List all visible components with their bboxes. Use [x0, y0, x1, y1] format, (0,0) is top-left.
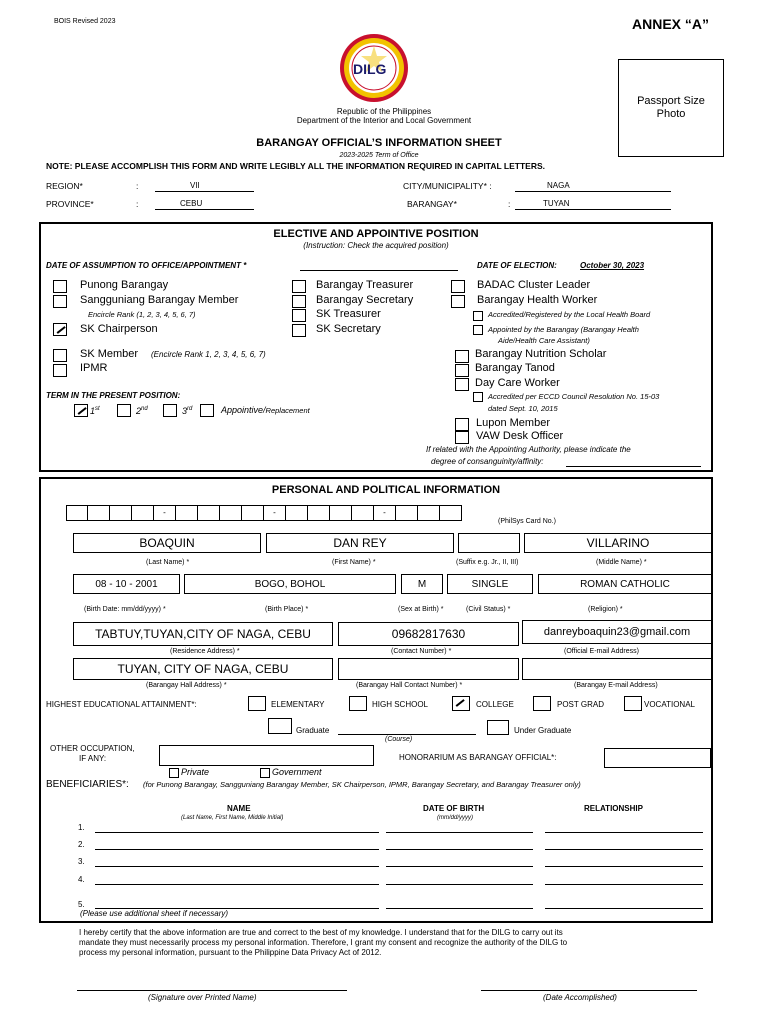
beneficiary-name-field[interactable]	[95, 849, 379, 850]
beneficiary-name-field[interactable]	[95, 866, 379, 867]
region-field[interactable]	[155, 180, 254, 192]
beneficiary-dob-field[interactable]	[386, 832, 533, 833]
accredited-lhb-label: Accredited/Registered by the Local Health Board	[488, 310, 651, 319]
eccd-label-1: Accredited per ECCD Council Resolution No. 15-03	[488, 392, 660, 401]
civil-status-label: (Civil Status) *	[466, 606, 511, 613]
province-label: PROVINCE*	[46, 199, 94, 209]
hall-address-label: (Barangay Hall Address) *	[146, 682, 227, 689]
undergrad-checkbox[interactable]	[487, 720, 509, 735]
form-title: BARANGAY OFFICIAL’S INFORMATION SHEET	[256, 137, 502, 149]
row-number: 2.	[78, 840, 85, 849]
highschool-label: HIGH SCHOOL	[372, 700, 429, 709]
ipmr-label: IPMR	[80, 362, 108, 374]
lupon-label: Lupon Member	[476, 417, 550, 429]
secretary-checkbox[interactable]	[292, 295, 306, 308]
dilg-logo-text: DILG	[353, 61, 387, 77]
government-checkbox[interactable]	[260, 768, 270, 778]
postgrad-label: POST GRAD	[557, 700, 604, 709]
row-number: 5.	[78, 900, 85, 909]
assumption-label: DATE OF ASSUMPTION TO OFFICE/APPOINTMENT *	[46, 261, 247, 270]
term-1st-checkbox[interactable]	[74, 404, 88, 417]
middle-name-label: (Middle Name) *	[596, 559, 647, 566]
colon: :	[508, 199, 511, 209]
province-field[interactable]	[155, 198, 254, 210]
row-number: 4.	[78, 875, 85, 884]
sk-chairperson-checkbox[interactable]	[53, 323, 67, 336]
college-label: COLLEGE	[476, 700, 514, 709]
beneficiary-dob-field[interactable]	[386, 884, 533, 885]
term-3rd-label: 3rd	[182, 406, 193, 416]
civil-status-field[interactable]: SINGLE	[447, 574, 533, 594]
residence-field[interactable]: TABTUY,TUYAN,CITY OF NAGA, CEBU	[73, 622, 333, 646]
punong-barangay-label: Punong Barangay	[80, 279, 169, 291]
vocational-label: VOCATIONAL	[644, 700, 695, 709]
graduate-label: Graduate	[296, 726, 330, 735]
related-label-2: degree of consanguinity/affinity:	[431, 457, 544, 466]
appointive-label: Appointive/Replacement	[221, 405, 310, 415]
row-number: 3.	[78, 857, 85, 866]
graduate-checkbox[interactable]	[268, 718, 292, 734]
treasurer-checkbox[interactable]	[292, 280, 306, 293]
election-value: October 30, 2023	[580, 261, 645, 270]
highschool-checkbox[interactable]	[349, 696, 367, 711]
sk-chairperson-label: SK Chairperson	[80, 323, 158, 335]
city-label: CITY/MUNICIPALITY* :	[403, 181, 492, 191]
term-2nd-checkbox[interactable]	[117, 404, 131, 417]
elementary-checkbox[interactable]	[248, 696, 266, 711]
punong-barangay-checkbox[interactable]	[53, 280, 67, 293]
col-name-header: NAME	[227, 804, 251, 813]
badac-checkbox[interactable]	[451, 280, 465, 293]
last-name-label: (Last Name) *	[146, 559, 190, 566]
date-accomplished-field[interactable]	[481, 990, 697, 991]
treasurer-label: Barangay Treasurer	[316, 279, 414, 291]
sex-label: (Sex at Birth) *	[398, 606, 444, 613]
personal-title: PERSONAL AND POLITICAL INFORMATION	[271, 484, 501, 496]
colon: :	[136, 181, 139, 191]
elective-title: ELECTIVE AND APPOINTIVE POSITION	[273, 228, 479, 240]
col-dob-sub: (mm/dd/yyyy)	[437, 815, 473, 821]
appointed-label-2: Aide/Health Care Assistant)	[498, 336, 590, 345]
signature-label: (Signature over Printed Name)	[148, 993, 257, 1002]
suffix-field[interactable]	[458, 533, 520, 553]
tanod-checkbox[interactable]	[455, 364, 469, 377]
government-label: Government	[272, 767, 322, 777]
barangay-field[interactable]	[515, 198, 671, 210]
email-label: (Official E-mail Address)	[564, 648, 639, 655]
first-name-label: (First Name) *	[332, 559, 376, 566]
colon: :	[136, 199, 139, 209]
sk-member-checkbox[interactable]	[53, 349, 67, 362]
occupation-label-2: IF ANY:	[79, 754, 107, 763]
sex-field[interactable]: M	[401, 574, 443, 594]
birth-date-field[interactable]: 08 - 10 - 2001	[73, 574, 180, 594]
philsys-label: (PhilSys Card No.)	[498, 518, 556, 525]
date-accomplished-label: (Date Accomplished)	[543, 993, 617, 1002]
province-value: CEBU	[180, 199, 203, 208]
residence-label: (Residence Address) *	[170, 648, 240, 655]
daycare-label: Day Care Worker	[475, 377, 560, 389]
honorarium-label: HONORARIUM AS BARANGAY OFFICIAL*:	[399, 753, 557, 762]
occupation-field[interactable]	[159, 745, 374, 766]
email-field[interactable]: danreyboaquin23@gmail.com	[522, 620, 712, 644]
vaw-label: VAW Desk Officer	[476, 430, 564, 442]
beneficiary-relationship-field[interactable]	[545, 884, 703, 885]
ipmr-checkbox[interactable]	[53, 364, 67, 377]
eccd-label-2: dated Sept. 10, 2015	[488, 404, 558, 413]
row-number: 1.	[78, 823, 85, 832]
term-label: TERM IN THE PRESENT POSITION:	[46, 391, 181, 400]
badac-label: BADAC Cluster Leader	[477, 279, 591, 291]
sk-member-label: SK Member	[80, 348, 139, 360]
hall-address-field[interactable]: TUYAN, CITY OF NAGA, CEBU	[73, 658, 333, 680]
contact-number-field[interactable]: 09682817630	[338, 622, 519, 646]
undergrad-label: Under Graduate	[514, 726, 572, 735]
city-field[interactable]	[515, 180, 671, 192]
assumption-field[interactable]	[300, 270, 458, 271]
beneficiary-relationship-field[interactable]	[545, 849, 703, 850]
appointive-checkbox[interactable]	[200, 404, 214, 417]
term-1st-label: 1st	[90, 406, 100, 416]
suffix-label: (Suffix e.g. Jr., II, III)	[456, 559, 519, 566]
private-checkbox[interactable]	[169, 768, 179, 778]
middle-name-field[interactable]: VILLARINO	[524, 533, 712, 553]
certify-line-3: process my personal information, pursuant to the Philippine Data Privacy Act of 2012.	[79, 948, 382, 957]
secretary-label: Barangay Secretary	[316, 294, 414, 306]
religion-field[interactable]: ROMAN CATHOLIC	[538, 574, 712, 594]
beneficiary-dob-field[interactable]	[386, 849, 533, 850]
occupation-label-1: OTHER OCCUPATION,	[50, 744, 135, 753]
additional-sheet-note: (Please use additional sheet if necessary)	[80, 909, 229, 918]
sk-treasurer-checkbox[interactable]	[292, 309, 306, 322]
sk-secretary-label: SK Secretary	[316, 323, 381, 335]
philsys-field[interactable]: - - -	[66, 505, 462, 521]
certify-line-1: I hereby certify that the above information are true and correct to the best of my knowledge. I understand that for the DILG to carry out its	[79, 928, 563, 937]
form-note: NOTE: PLEASE ACCOMPLISH THIS FORM AND WRITE LEGIBLY ALL THE INFORMATION REQUIRED IN CAPITAL LETTERS.	[46, 161, 545, 171]
term-of-office: 2023-2025 Term of Office	[339, 152, 419, 159]
beneficiary-relationship-field[interactable]	[545, 832, 703, 833]
accredited-lhb-checkbox[interactable]	[473, 311, 483, 321]
barangay-email-field[interactable]	[522, 658, 712, 680]
election-label: DATE OF ELECTION:	[477, 261, 557, 270]
barangay-value: TUYAN	[543, 199, 570, 208]
appointed-barangay-checkbox[interactable]	[473, 325, 483, 335]
beneficiary-relationship-field[interactable]	[545, 866, 703, 867]
sk-member-rank: (Encircle Rank 1, 2, 3, 4, 5, 6, 7)	[151, 350, 266, 359]
birth-place-field[interactable]: BOGO, BOHOL	[184, 574, 396, 594]
hall-contact-label: (Barangay Hall Contact Number) *	[356, 682, 463, 689]
hall-contact-field[interactable]	[338, 658, 519, 680]
sk-treasurer-label: SK Treasurer	[316, 308, 381, 320]
beneficiary-name-field[interactable]	[95, 832, 379, 833]
region-value: VII	[190, 181, 200, 190]
revision-label: BOIS Revised 2023	[54, 18, 116, 25]
beneficiaries-label: BENEFICIARIES*:	[46, 779, 129, 790]
col-relationship-header: RELATIONSHIP	[584, 804, 643, 813]
education-label: HIGHEST EDUCATIONAL ATTAINMENT*:	[46, 700, 197, 709]
appointed-label-1: Appointed by the Barangay (Barangay Health	[488, 325, 639, 334]
bhw-label: Barangay Health Worker	[477, 294, 598, 306]
elective-section	[39, 222, 713, 472]
certify-line-2: mandate they must necessarily process my personal information. Therefore, I grant my consent and recognize the authority of the DILG to	[79, 938, 568, 947]
vocational-checkbox[interactable]	[624, 696, 642, 711]
col-dob-header: DATE OF BIRTH	[423, 804, 485, 813]
term-3rd-checkbox[interactable]	[163, 404, 177, 417]
bhw-checkbox[interactable]	[451, 295, 465, 308]
sangguniang-checkbox[interactable]	[53, 295, 67, 308]
barangay-email-label: (Barangay E-mail Address)	[574, 682, 658, 689]
first-name-field[interactable]: DAN REY	[266, 533, 454, 553]
birth-place-label: (Birth Place) *	[265, 606, 309, 613]
beneficiary-dob-field[interactable]	[386, 908, 533, 909]
course-label: (Course)	[385, 736, 413, 743]
nutrition-label: Barangay Nutrition Scholar	[475, 348, 607, 360]
sangguniang-label: Sangguniang Barangay Member	[80, 294, 239, 306]
birth-date-label: (Birth Date: mm/dd/yyyy) *	[84, 606, 166, 613]
barangay-label: BARANGAY*	[407, 199, 457, 209]
lupon-checkbox[interactable]	[455, 418, 469, 431]
private-label: Private	[181, 767, 210, 777]
related-label-1: If related with the Appointing Authority, please indicate the	[426, 445, 631, 454]
nutrition-checkbox[interactable]	[455, 350, 469, 363]
course-field[interactable]	[338, 734, 476, 735]
last-name-field[interactable]: BOAQUIN	[73, 533, 261, 553]
beneficiaries-note: (for Punong Barangay, Sangguniang Barangay Member, SK Chairperson, IPMR, Barangay Secretary, and Barangay Treasurer only)	[143, 780, 581, 789]
elective-instruction: (Instruction: Check the acquired position)	[303, 241, 449, 250]
honorarium-field[interactable]	[604, 748, 711, 768]
beneficiary-name-field[interactable]	[95, 884, 379, 885]
elementary-label: ELEMENTARY	[271, 700, 325, 709]
sk-secretary-checkbox[interactable]	[292, 324, 306, 337]
eccd-checkbox[interactable]	[473, 392, 483, 402]
department-text: Department of the Interior and Local Government	[296, 116, 472, 125]
beneficiary-relationship-field[interactable]	[545, 908, 703, 909]
term-2nd-label: 2nd	[136, 406, 148, 416]
region-label: REGION*	[46, 181, 83, 191]
college-checkbox[interactable]	[452, 696, 470, 711]
beneficiary-dob-field[interactable]	[386, 866, 533, 867]
contact-number-label: (Contact Number) *	[391, 648, 452, 655]
photo-label-1: Passport Size	[637, 95, 705, 107]
annex-label: ANNEX “A”	[632, 16, 710, 32]
daycare-checkbox[interactable]	[455, 378, 469, 391]
vaw-checkbox[interactable]	[455, 431, 469, 444]
postgrad-checkbox[interactable]	[533, 696, 551, 711]
tanod-label: Barangay Tanod	[475, 362, 555, 374]
photo-label-2: Photo	[656, 108, 686, 120]
encircle-rank-label: Encircle Rank (1, 2, 3, 4, 5, 6, 7)	[88, 310, 196, 319]
religion-label: (Religion) *	[588, 606, 623, 613]
city-value: NAGA	[547, 181, 570, 190]
col-name-sub: (Last Name, First Name, Middle Initial)	[181, 815, 284, 821]
republic-text: Republic of the Philippines	[336, 107, 432, 116]
signature-field[interactable]	[77, 990, 347, 991]
consanguinity-field[interactable]	[566, 466, 701, 467]
